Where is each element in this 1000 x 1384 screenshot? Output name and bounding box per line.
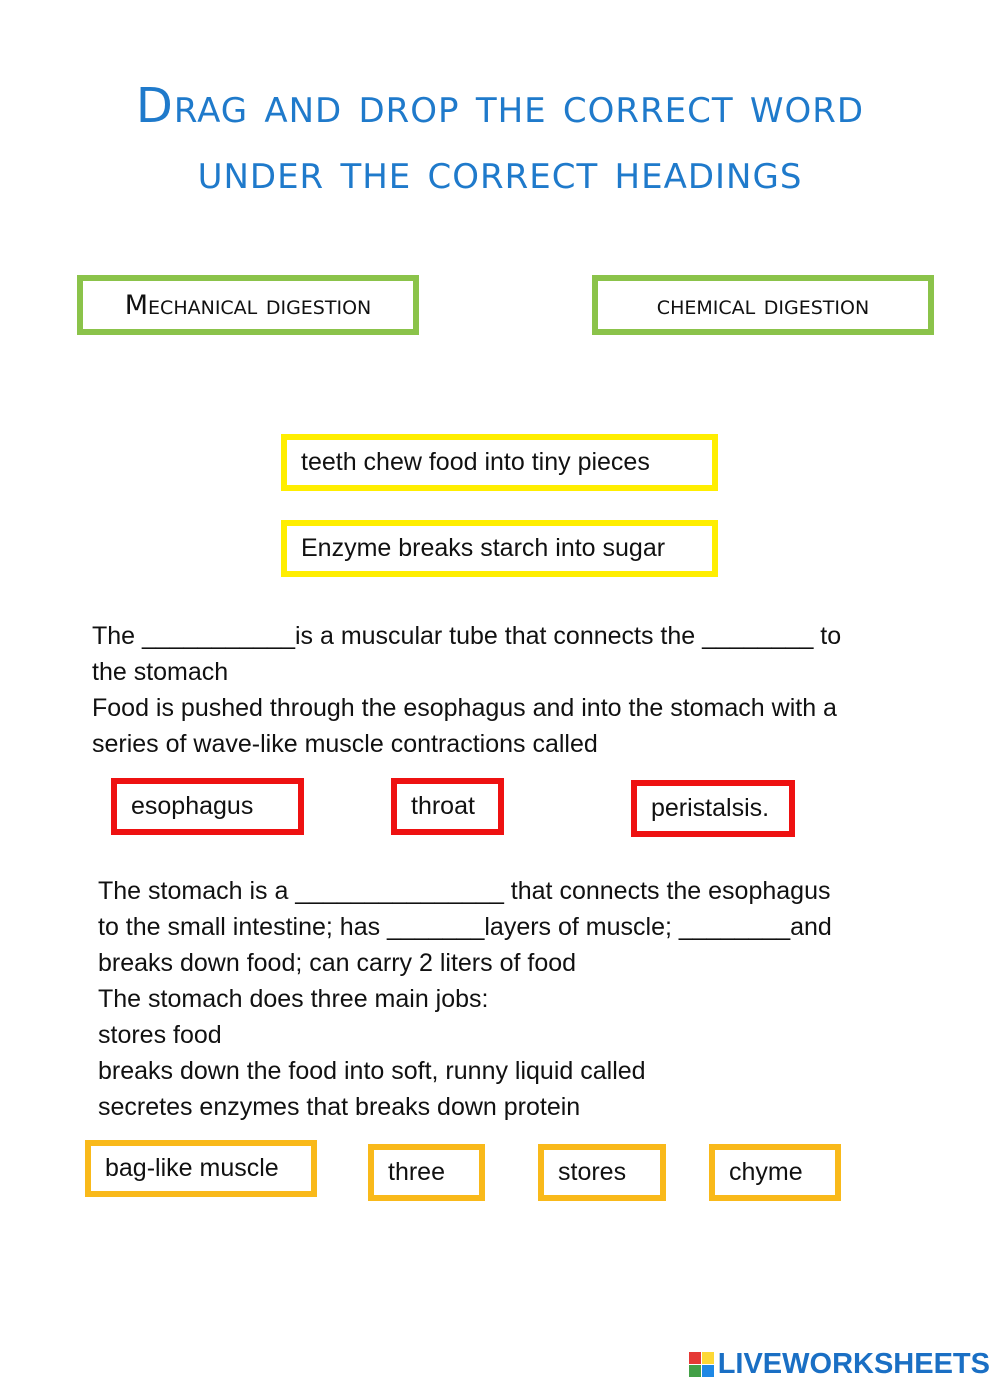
drop-target-mechanical-digestion[interactable] xyxy=(77,275,419,335)
logo-mark-icon xyxy=(689,1352,714,1377)
page-title-line-1: Drag and drop the correct word xyxy=(135,78,865,134)
drag-chip-bag-like-muscle[interactable]: bag-like muscle xyxy=(85,1140,317,1197)
paragraph-line: series of wave-like muscle contractions called xyxy=(92,730,598,758)
paragraph-line: the stomach xyxy=(92,658,229,686)
paragraph-line: breaks down food; can carry 2 liters of food xyxy=(98,949,577,977)
drag-chip-throat[interactable]: throat xyxy=(391,778,504,835)
logo-square xyxy=(689,1365,701,1377)
heading-label-chemical: chemical digestion xyxy=(656,289,870,321)
paragraph-line: The ___________is a muscular tube that connects the ________ to xyxy=(92,622,842,650)
paragraph-line: breaks down the food into soft, runny liquid called xyxy=(98,1057,646,1085)
liveworksheets-logo xyxy=(689,1346,990,1382)
page-title-line-2: under the correct headings xyxy=(197,144,803,200)
logo-square xyxy=(689,1352,701,1364)
paragraph-esophagus xyxy=(92,618,841,762)
drag-chip-esophagus[interactable]: esophagus xyxy=(111,778,304,835)
paragraph-line: stores food xyxy=(98,1021,222,1049)
paragraph-line: to the small intestine; has _______layers of muscle; ________and xyxy=(98,913,832,941)
paragraph-line: Food is pushed through the esophagus and into the stomach with a xyxy=(92,694,837,722)
drag-chip-enzyme-breaks[interactable]: Enzyme breaks starch into sugar xyxy=(281,520,718,577)
paragraph-line: The stomach is a _______________ that connects the esophagus xyxy=(98,877,831,905)
logo-square xyxy=(702,1352,714,1364)
drag-chip-peristalsis[interactable]: peristalsis. xyxy=(631,780,795,837)
paragraph-line: The stomach does three main jobs: xyxy=(98,985,489,1013)
drag-chip-three[interactable]: three xyxy=(368,1144,485,1201)
heading-label-mechanical: Mechanical digestion xyxy=(124,289,372,321)
paragraph-stomach xyxy=(98,873,832,1125)
drag-chip-teeth-chew[interactable]: teeth chew food into tiny pieces xyxy=(281,434,718,491)
drag-chip-chyme[interactable]: chyme xyxy=(709,1144,841,1201)
logo-text: LIVEWORKSHEETS xyxy=(717,1347,990,1380)
drag-chip-stores[interactable]: stores xyxy=(538,1144,666,1201)
drop-target-chemical-digestion[interactable] xyxy=(592,275,934,335)
paragraph-line: secretes enzymes that breaks down protein xyxy=(98,1093,581,1121)
logo-square xyxy=(702,1365,714,1377)
